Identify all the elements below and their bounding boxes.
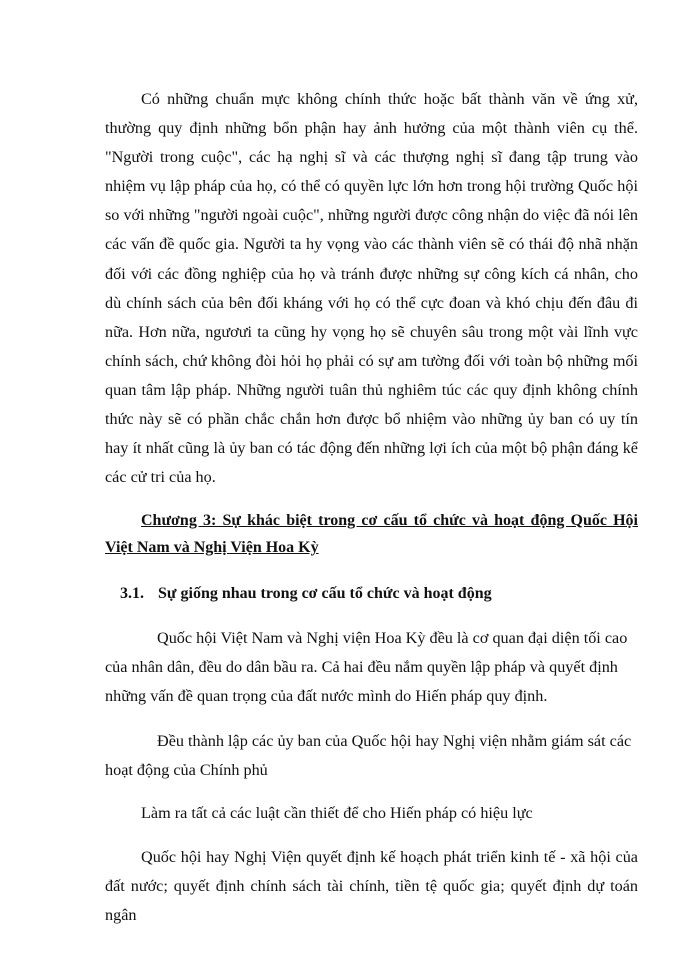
chapter-heading: Chương 3: Sự khác biệt trong cơ cấu tổ chức và hoạt động Quốc Hội Việt Nam và Nghị Viện Hoa Kỳ <box>105 512 638 556</box>
body-paragraph-economic-plan: Quốc hội hay Nghị Viện quyết định kế hoạch phát triển kinh tế - xã hội của đất nước; quyết định chính sách tài chính, tiền tệ quốc gia; quyết định dự toán ngân <box>105 848 638 925</box>
body-paragraph-informal-norms: Có những chuẩn mực không chính thức hoặc bất thành văn về ứng xử, thường quy định những bổn phận hay ảnh hưởng của một thành viên cụ thể. "Người trong cuộc", các hạ nghị sĩ và các thượng nghị sĩ đang tập trung vào nhiệm vụ lập pháp của họ, có thể có quyền lực lớn hơn trong hội trường Quốc hội so với những "người ngoài cuộc", những người được công nhận do việc đã nói lên các vấn đề quốc gia. Người ta hy vọng vào các thành viên sẽ có thái độ nhã nhặn đối với các đồng nghiệp của họ và tránh được những sự công kích cá nhân, cho dù chính sách của bên đối kháng với họ có thể cực đoan và khó chịu đến đâu đi nữa. Hơn nữa, ngươưi ta cũng hy vọng họ sẽ chuyên sâu trong một vài lĩnh vực chính sách, chứ không đòi hỏi họ phải có sự am tường đối với toàn bộ những mối quan tâm lập pháp. Những người tuân thủ nghiêm túc các quy định không chính thức này sẽ có phần chắc chắn hơn được bổ nhiệm vào những ủy ban có uy tín hay ít nhất cũng là ủy ban có tác động đến những lợi ích của một bộ phận đáng kể các cử tri của họ. <box>105 90 638 487</box>
body-paragraph-laws: Làm ra tất cả các luật cần thiết để cho Hiến pháp có hiệu lực <box>141 804 533 822</box>
body-paragraph-committees: Đều thành lập các ủy ban của Quốc hội hay Nghị viện nhằm giám sát các hoạt động của Chính phủ <box>105 732 632 780</box>
body-paragraph-representative-body: Quốc hội Việt Nam và Nghị viện Hoa Kỳ đều là cơ quan đại diện tối cao của nhân dân, đều do dân bầu ra. Cả hai đều nắm quyền lập pháp và quyết định những vấn đề quan trọng của đất nước mình do Hiến pháp quy định. <box>105 629 628 706</box>
section-number: 3.1. <box>120 585 144 602</box>
section-title: Sự giống nhau trong cơ cấu tổ chức và hoạt động <box>158 585 492 602</box>
section-heading <box>120 580 492 607</box>
